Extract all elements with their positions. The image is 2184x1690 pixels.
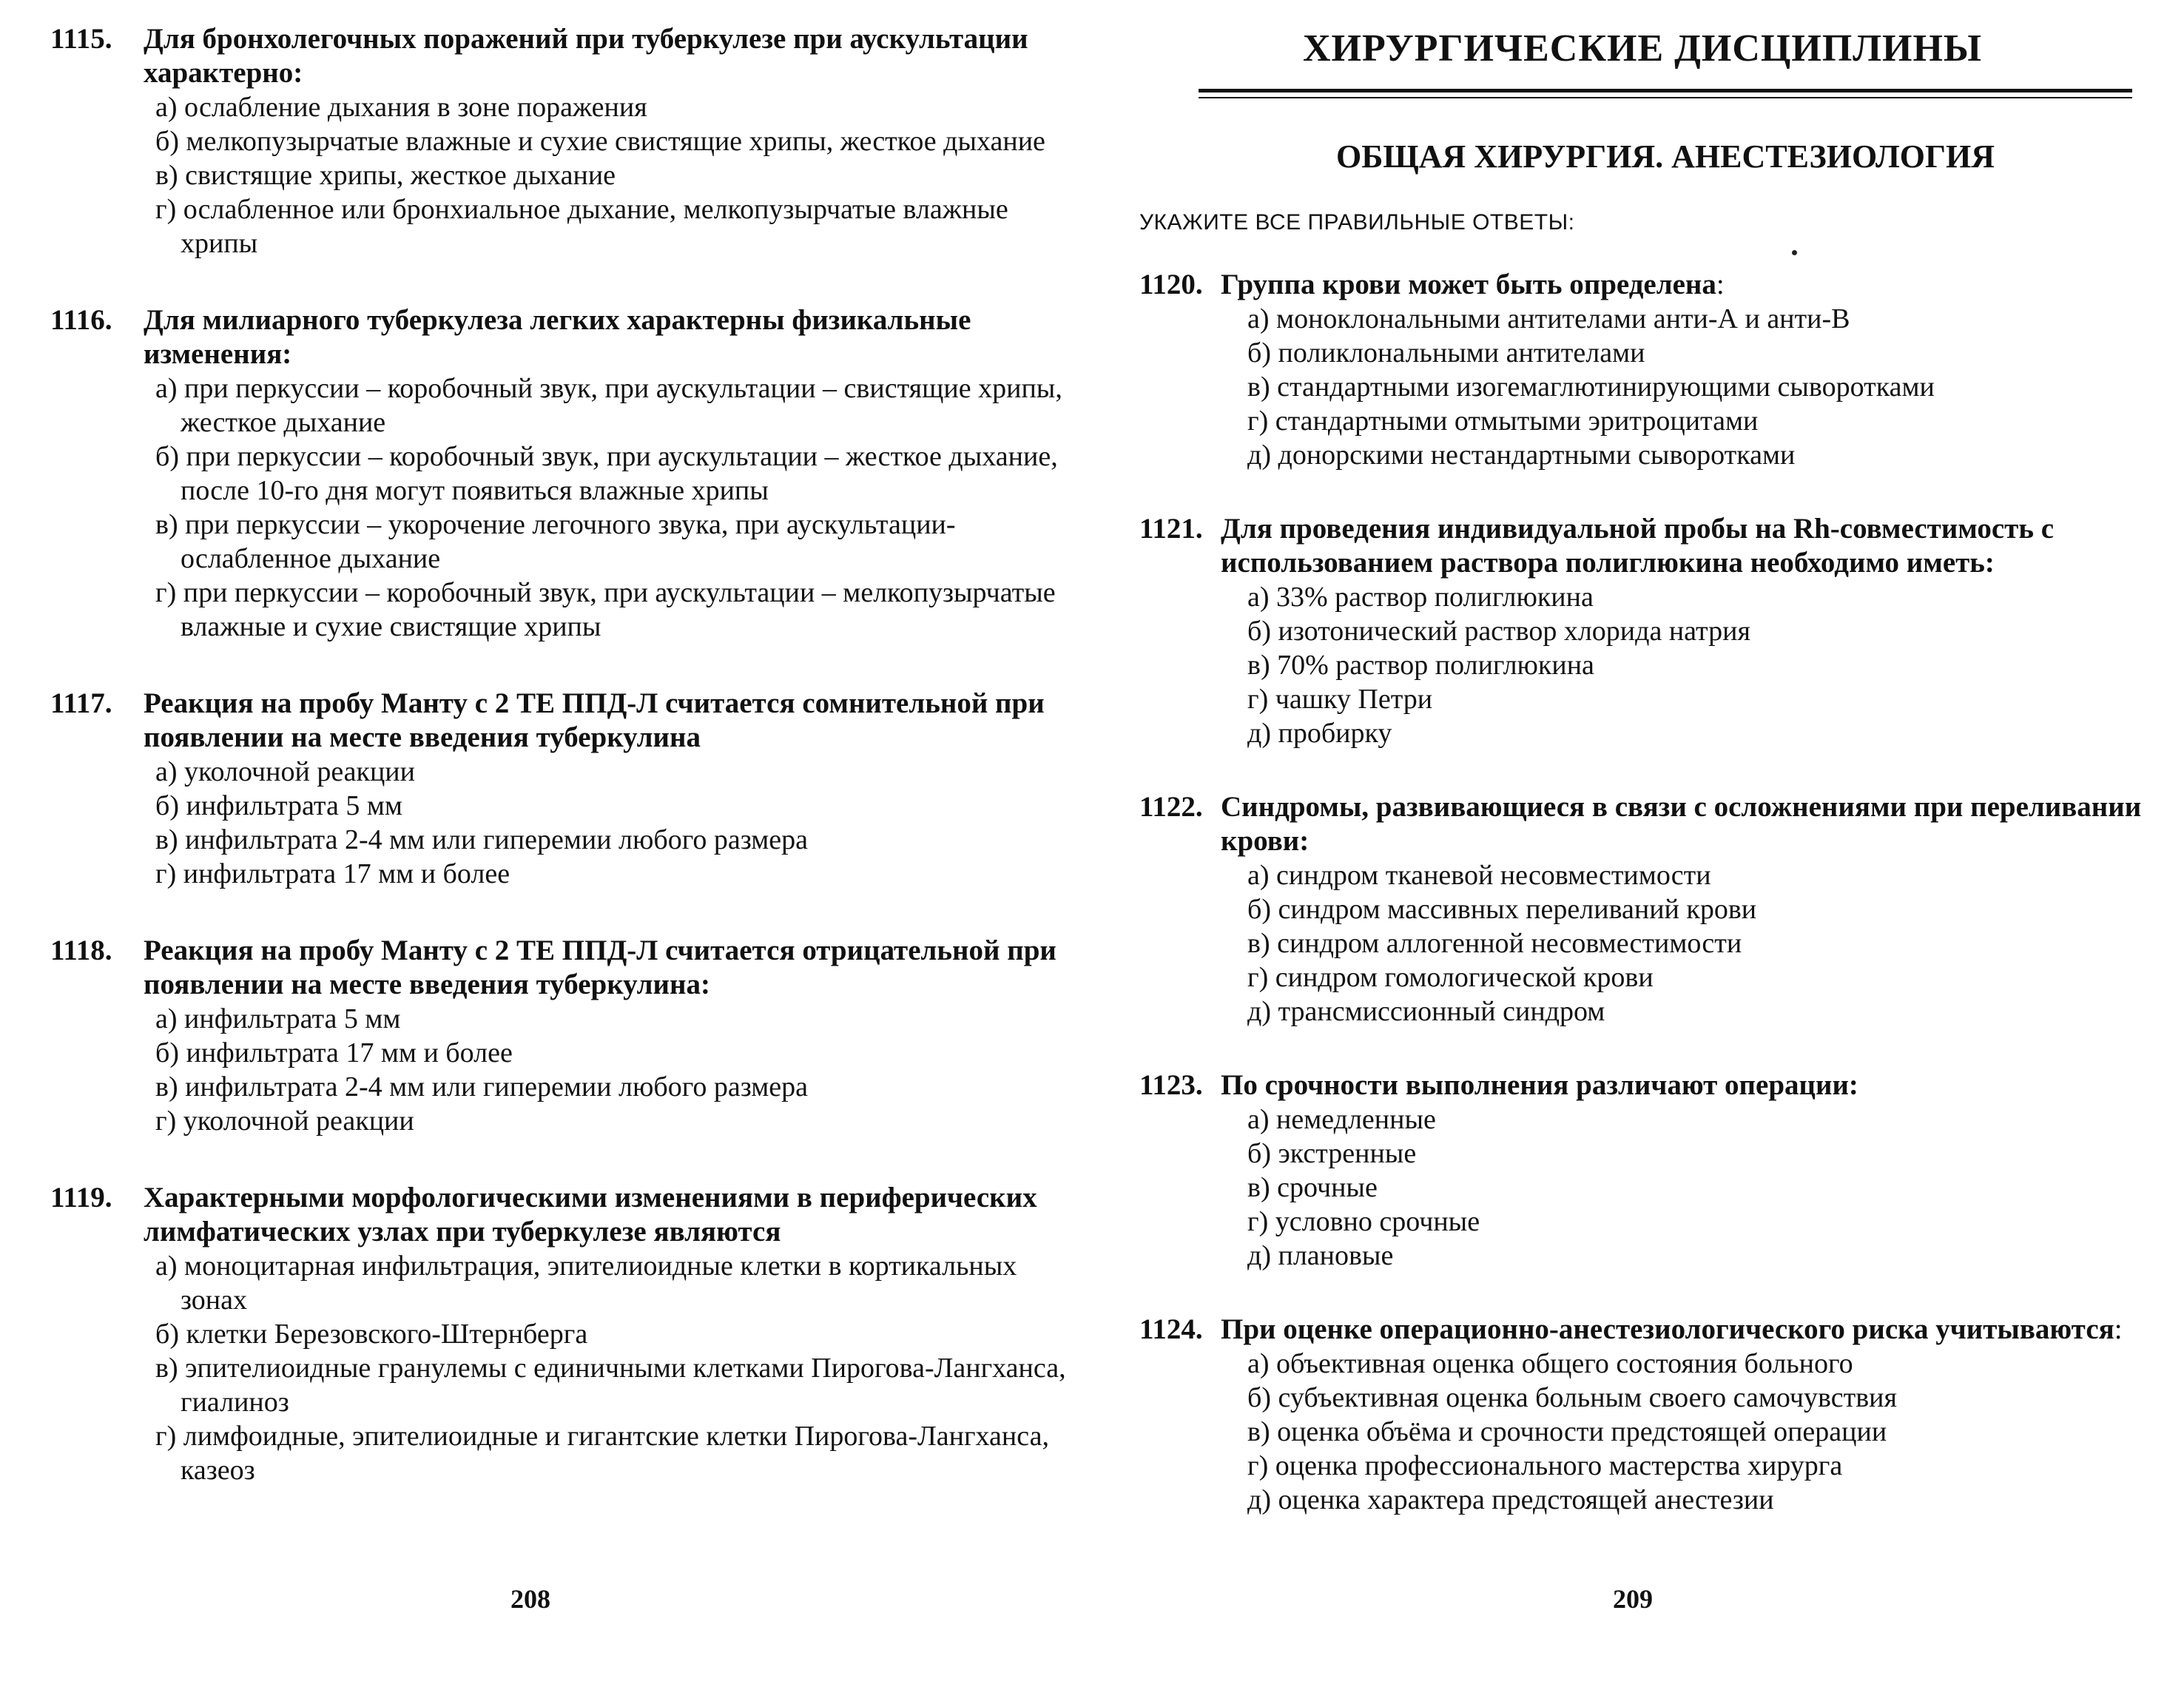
answer-option: б) мелкопузырчатые влажные и сухие свистящие хрипы, жесткое дыхание (155, 126, 1045, 157)
right-questions (1139, 268, 2168, 1557)
question-text-tail: : (2114, 1313, 2123, 1345)
answer-option: в) свистящие хрипы, жесткое дыхание (155, 160, 616, 191)
question-number: 1116. (50, 304, 112, 336)
answer-options (1139, 580, 2168, 750)
answer-option: б) инфильтрата 5 мм (155, 790, 402, 821)
answer-option: д) плановые (1247, 1240, 1394, 1271)
answer-option: в) при перкуссии – укорочение легочного звука, при аускультации-ослабленное дыхание (155, 509, 956, 574)
answer-option: д) оценка характера предстоящей анестезии (1247, 1484, 1774, 1515)
question-text: Группа крови может быть определена (1221, 269, 1716, 300)
answer-option: а) синдром тканевой несовместимости (1247, 860, 1711, 891)
answer-options (50, 90, 1086, 260)
answer-option: г) чашку Петри (1247, 684, 1433, 715)
question-heading (50, 687, 1086, 755)
answer-option: в) 70% раствор полиглюкина (1247, 650, 1594, 681)
answer-option: г) при перкуссии – коробочный звук, при аускультации – мелкопузырчатые влажные и сухие свистящие хрипы (155, 577, 1056, 642)
answer-option: б) экстренные (1247, 1138, 1417, 1169)
answer-option: в) инфильтрата 2-4 мм или гиперемии любого размера (155, 824, 808, 855)
answer-option: г) инфильтрата 17 мм и более (155, 858, 510, 889)
question-number: 1115. (50, 23, 112, 55)
answer-option: а) ослабление дыхания в зоне поражения (155, 92, 647, 123)
answer-option: г) лимфоидные, эпителиоидные и гигантские клетки Пирогова-Лангханса, казеоз (155, 1421, 1049, 1486)
answer-option: г) ослабленное или бронхиальное дыхание, мелкопузырчатые влажные хрипы (155, 194, 1008, 259)
question-text: По срочности выполнения различают операции: (1221, 1069, 1858, 1101)
answer-option: а) инфильтрата 5 мм (155, 1003, 401, 1034)
question-heading (50, 22, 1086, 90)
question-1115 (50, 22, 1086, 260)
question-number: 1121. (1139, 513, 1203, 545)
answer-option: а) объективная оценка общего состояния больного (1247, 1348, 1853, 1379)
question-number: 1118. (50, 935, 112, 966)
answer-option: г) уколочной реакции (155, 1105, 414, 1137)
question-text: Реакция на пробу Манту с 2 ТЕ ППД-Л считается отрицательной при появлении на месте введения туберкулина: (144, 935, 1056, 1000)
answer-option: б) синдром массивных переливаний крови (1247, 894, 1757, 925)
answer-option: д) пробирку (1247, 718, 1392, 749)
answer-option: а) моноклональными антителами анти-А и анти-В (1247, 303, 1850, 334)
answer-options (50, 371, 1086, 644)
answer-options (50, 1002, 1086, 1138)
question-text: Характерными морфологическими изменениями в периферических лимфатических узлах при туберкулезе являются (144, 1182, 1037, 1248)
question-text: Реакция на пробу Манту с 2 ТЕ ППД-Л считается сомнительной при появлении на месте введения туберкулина (144, 687, 1045, 753)
answer-option: б) изотонический раствор хлорида натрия (1247, 616, 1750, 647)
question-1121 (1139, 512, 2168, 750)
answer-option: г) стандартными отмытыми эритроцитами (1247, 405, 1759, 437)
answer-option: а) 33% раствор полиглюкина (1247, 582, 1594, 613)
question-1117 (50, 687, 1086, 891)
title-rule-thin (1199, 97, 2132, 98)
question-1118 (50, 934, 1086, 1138)
question-text-tail: : (1716, 269, 1725, 300)
right-page (1095, 0, 2184, 1690)
question-number: 1117. (50, 687, 112, 719)
left-questions (50, 22, 1086, 1530)
answer-options (50, 1249, 1086, 1487)
question-text: Для бронхолегочных поражений при туберкулезе при аускультации характерно: (144, 23, 1028, 89)
answer-option: г) синдром гомологической крови (1247, 962, 1654, 993)
question-number: 1122. (1139, 791, 1203, 823)
question-number: 1124. (1139, 1313, 1203, 1345)
answer-option: б) инфильтрата 17 мм и более (155, 1037, 513, 1068)
question-1123 (1139, 1068, 2168, 1273)
question-1124 (1139, 1313, 2168, 1517)
question-1116 (50, 303, 1086, 644)
instruction-text: УКАЖИТЕ ВСЕ ПРАВИЛЬНЫЕ ОТВЕТЫ: (1139, 210, 1575, 235)
answer-option: а) уколочной реакции (155, 756, 415, 787)
answer-options (1139, 1102, 2168, 1273)
subsection-title: ОБЩАЯ ХИРУРГИЯ. АНЕСТЕЗИОЛОГИЯ (1336, 138, 1995, 175)
question-1120 (1139, 268, 2168, 472)
question-number: 1123. (1139, 1069, 1203, 1101)
answer-option: а) немедленные (1247, 1104, 1436, 1135)
answer-option: в) срочные (1247, 1172, 1378, 1203)
answer-option: в) стандартными изогемаглютинирующими сыворотками (1247, 371, 1935, 403)
answer-options (1139, 1347, 2168, 1517)
question-heading (1139, 1068, 2168, 1102)
question-text: При оценке операционно-анестезиологического риска учитываются (1221, 1313, 2114, 1345)
question-heading (1139, 1313, 2168, 1347)
answer-option: б) поликлональными антителами (1247, 337, 1645, 368)
section-title: ХИРУРГИЧЕСКИЕ ДИСЦИПЛИНЫ (1303, 27, 1982, 70)
page-number-right: 209 (1613, 1584, 1653, 1614)
answer-option: б) субъективная оценка больным своего самочувствия (1247, 1382, 1897, 1413)
question-text: Для милиарного туберкулеза легких характерны физикальные изменения: (144, 304, 971, 370)
answer-option: а) моноцитарная инфильтрация, эпителиоидные клетки в кортикальных зонах (155, 1250, 1017, 1316)
answer-option: в) эпителиоидные гранулемы с единичными клетками Пирогова-Лангханса, гиалиноз (155, 1353, 1066, 1418)
question-heading (1139, 790, 2168, 858)
question-heading (50, 934, 1086, 1002)
question-heading (50, 303, 1086, 371)
question-heading (1139, 512, 2168, 580)
answer-option: в) оценка объёма и срочности предстоящей операции (1247, 1416, 1887, 1447)
question-text: Для проведения индивидуальной пробы на Rh-совместимость с использованием раствора полиглюкина необходимо иметь: (1221, 513, 2055, 579)
page-number-left: 208 (510, 1584, 550, 1614)
title-rule-thick (1199, 89, 2132, 92)
answer-option: а) при перкуссии – коробочный звук, при аускультации – свистящие хрипы, жесткое дыхание (155, 373, 1062, 438)
answer-option: б) клетки Березовского-Штернберга (155, 1319, 588, 1350)
print-speck (1792, 250, 1797, 255)
question-text: Синдромы, развивающиеся в связи с осложнениями при переливании крови: (1221, 791, 2142, 857)
question-number: 1120. (1139, 269, 1203, 300)
answer-option: д) трансмиссионный синдром (1247, 996, 1605, 1027)
answer-option: в) инфильтрата 2-4 мм или гиперемии любого размера (155, 1071, 808, 1102)
answer-options (1139, 858, 2168, 1029)
answer-option: г) оценка профессионального мастерства хирурга (1247, 1450, 1843, 1481)
answer-options (50, 755, 1086, 891)
answer-option: в) синдром аллогенной несовместимости (1247, 928, 1742, 959)
question-number: 1119. (50, 1182, 112, 1213)
question-heading (1139, 268, 2168, 302)
answer-option: б) при перкуссии – коробочный звук, при аускультации – жесткое дыхание, после 10-го дня могут появиться влажные хрипы (155, 441, 1058, 506)
question-1119 (50, 1181, 1086, 1487)
answer-option: д) донорскими нестандартными сыворотками (1247, 440, 1796, 471)
answer-option: г) условно срочные (1247, 1206, 1480, 1237)
question-heading (50, 1181, 1086, 1249)
question-1122 (1139, 790, 2168, 1029)
answer-options (1139, 302, 2168, 472)
